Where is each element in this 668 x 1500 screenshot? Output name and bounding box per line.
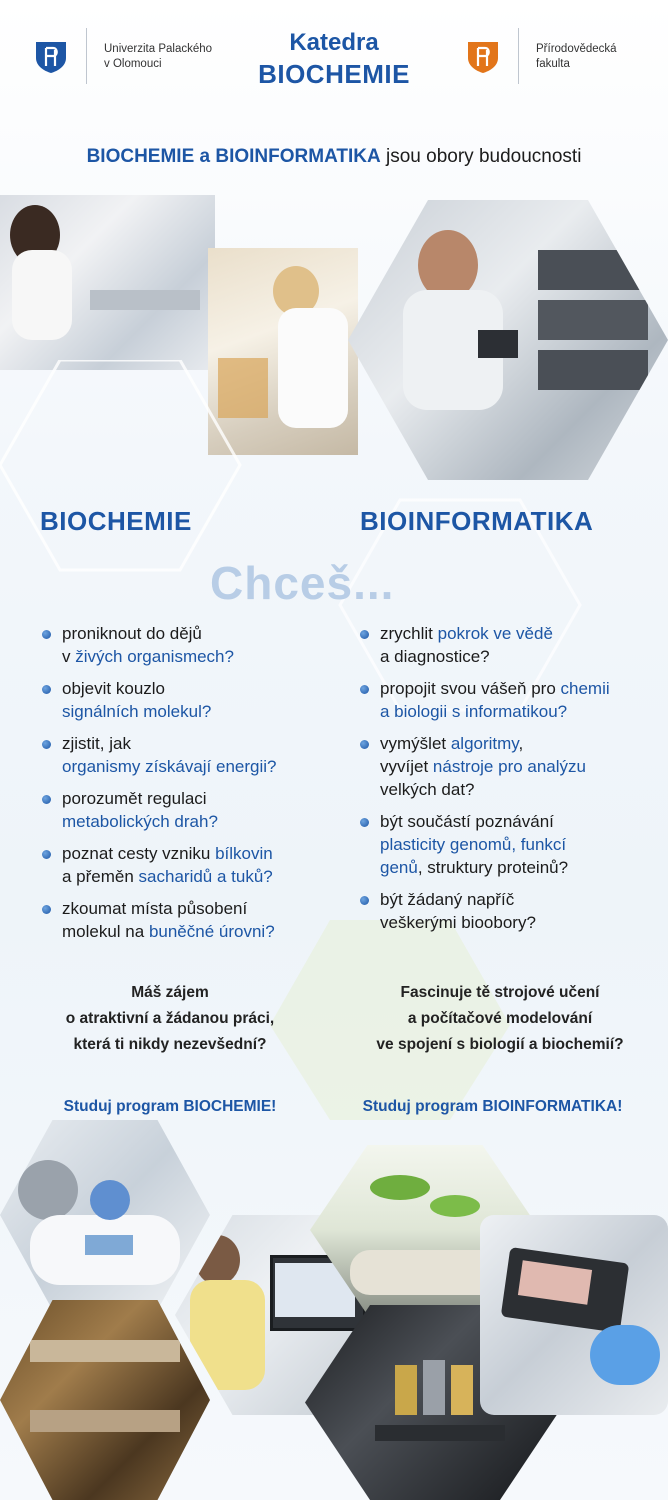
list-item: propojit svou vášeň pro chemii a biologii s informatikou?	[358, 677, 658, 723]
university-logo	[34, 40, 68, 74]
faculty-name: Přírodovědecká fakulta	[536, 43, 617, 70]
list-item: proniknout do dějů v živých organismech?	[40, 622, 330, 668]
list-item: vymýšlet algoritmy, vyvíjet nástroje pro analýzu velkých dat?	[358, 732, 658, 801]
biochemie-list	[40, 622, 330, 952]
list-item: být součástí poznávání plasticity genomů, funkcí genů, struktury proteinů?	[358, 810, 658, 879]
bioinformatika-list	[358, 622, 658, 943]
faculty-logo	[466, 40, 500, 74]
cta-biochemie: Studuj program BIOCHEMIE!	[63, 1098, 277, 1115]
photo-beehive	[0, 1300, 210, 1500]
page-title: Katedra BIOCHEMIE	[258, 29, 410, 89]
divider	[518, 28, 519, 84]
photo-gel-tray	[480, 1215, 668, 1415]
list-item: porozumět regulaci metabolických drah?	[40, 787, 330, 833]
tagline: BIOCHEMIE a BIOINFORMATIKA jsou obory budoucnosti	[86, 146, 582, 167]
closing-question-bioinformatika: Fascinuje tě strojové učení a počítačové modelování ve spojení s biologií a biochemií?	[376, 984, 624, 1053]
list-item: zjistit, jak organismy získávají energii?	[40, 732, 330, 778]
program-heading-biochemie: BIOCHEMIE	[40, 506, 192, 536]
list-item: zrychlit pokrok ve vědě a diagnostice?	[358, 622, 658, 668]
university-name: Univerzita Palackého v Olomouci	[104, 43, 213, 70]
chces-heading: Chceš...	[210, 557, 395, 609]
photo-centrifuge	[0, 1120, 210, 1310]
lab-photo-pipetting	[0, 195, 215, 370]
list-item: objevit kouzlo signálních molekul?	[40, 677, 330, 723]
divider	[86, 28, 87, 84]
program-heading-bioinformatika: BIOINFORMATIKA	[360, 506, 594, 536]
closing-question-biochemie: Máš zájem o atraktivní a žádanou práci, která ti nikdy nezevšední?	[65, 984, 275, 1053]
list-item: zkoumat místa působení molekul na buněčné úrovni?	[40, 897, 330, 943]
list-item: poznat cesty vzniku bílkovin a přeměn sacharidů a tuků?	[40, 842, 330, 888]
list-item: být žádaný napříč veškerými bioobory?	[358, 888, 658, 934]
cta-bioinformatika: Studuj program BIOINFORMATIKA!	[362, 1098, 623, 1115]
